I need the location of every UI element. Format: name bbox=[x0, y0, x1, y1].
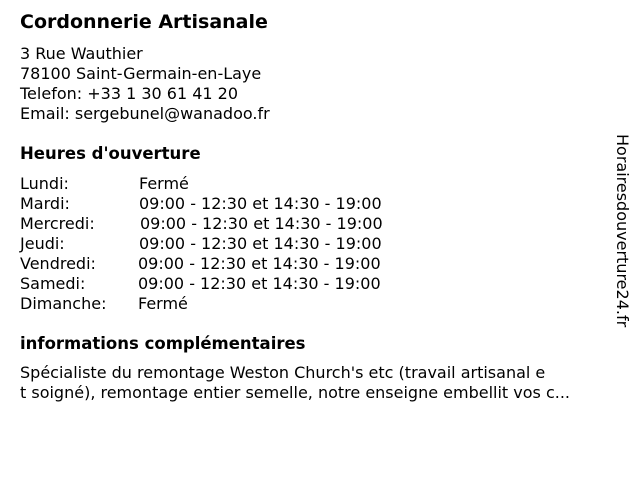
day-label: Dimanche: bbox=[20, 294, 107, 313]
hours-row-sunday bbox=[20, 294, 440, 314]
day-label: Vendredi: bbox=[20, 254, 96, 273]
business-address bbox=[20, 44, 270, 124]
day-hours: 09:00 - 12:30 et 14:30 - 19:00 bbox=[138, 254, 381, 273]
opening-hours-table bbox=[20, 174, 440, 314]
business-name: Cordonnerie Artisanale bbox=[20, 11, 268, 33]
description-line: Spécialiste du remontage Weston Church's etc (travail artisanal e bbox=[20, 363, 546, 382]
hours-heading: Heures d'ouverture bbox=[20, 144, 201, 163]
hours-row-wednesday bbox=[20, 214, 440, 234]
city-address: 78100 Saint-Germain-en-Laye bbox=[20, 64, 262, 83]
day-label: Lundi: bbox=[20, 174, 69, 193]
hours-row-monday bbox=[20, 174, 440, 194]
day-hours: 09:00 - 12:30 et 14:30 - 19:00 bbox=[139, 194, 382, 213]
description-line: t soigné), remontage entier semelle, notre enseigne embellit vos c... bbox=[20, 383, 571, 402]
site-watermark: Horairesdouverture24.fr bbox=[613, 134, 632, 328]
day-hours: 09:00 - 12:30 et 14:30 - 19:00 bbox=[139, 234, 382, 253]
day-label: Mercredi: bbox=[20, 214, 95, 233]
hours-row-friday bbox=[20, 254, 440, 274]
day-hours: Fermé bbox=[138, 294, 188, 313]
hours-row-thursday bbox=[20, 234, 440, 254]
day-label: Jeudi: bbox=[20, 234, 65, 253]
day-hours: 09:00 - 12:30 et 14:30 - 19:00 bbox=[138, 274, 381, 293]
business-description bbox=[20, 363, 620, 403]
phone-number: Telefon: +33 1 30 61 41 20 bbox=[20, 84, 239, 103]
day-label: Mardi: bbox=[20, 194, 70, 213]
day-hours: Fermé bbox=[139, 174, 189, 193]
hours-row-saturday bbox=[20, 274, 440, 294]
email-address: Email: sergebunel@wanadoo.fr bbox=[20, 104, 270, 123]
hours-row-tuesday bbox=[20, 194, 440, 214]
street-address: 3 Rue Wauthier bbox=[20, 44, 143, 63]
day-label: Samedi: bbox=[20, 274, 86, 293]
info-heading: informations complémentaires bbox=[20, 334, 306, 353]
day-hours: 09:00 - 12:30 et 14:30 - 19:00 bbox=[140, 214, 383, 233]
